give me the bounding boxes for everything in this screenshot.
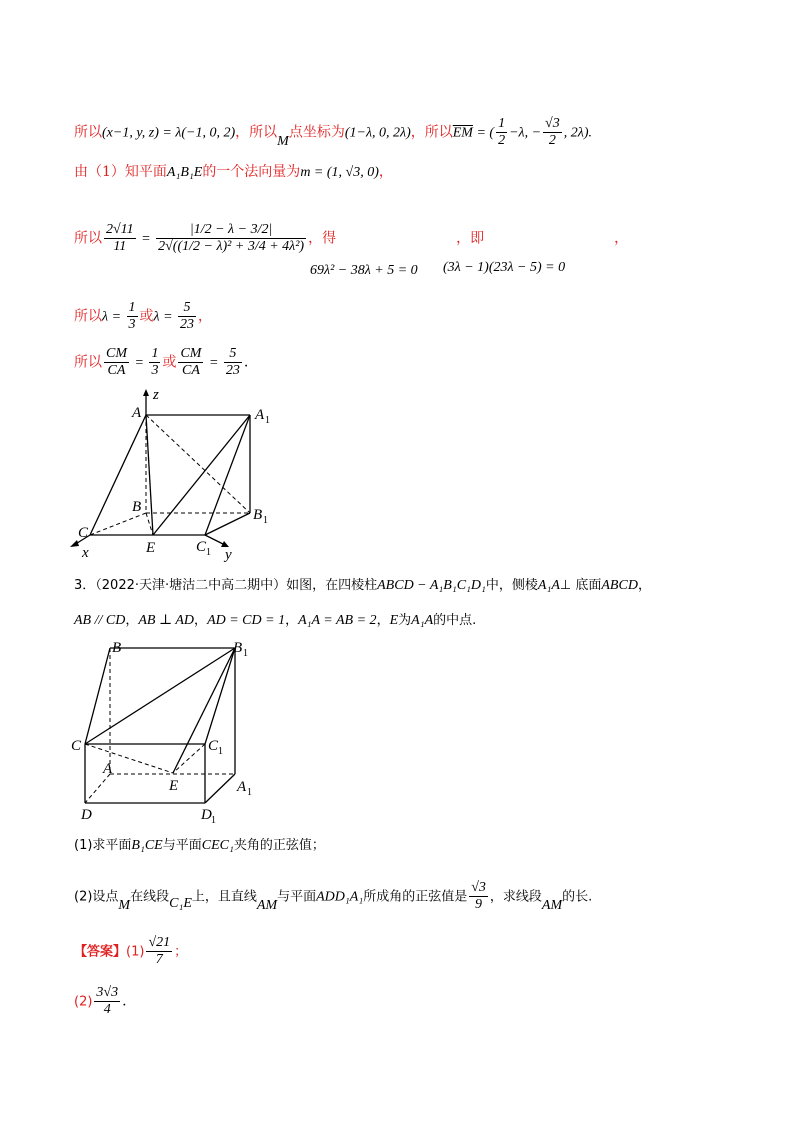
question-1: (1)求平面B₁CE与平面CEC₁夹角的正弦值； — [74, 838, 325, 853]
answer-1: 【答案】(1) $\frac{√21}{7}$ ； — [74, 935, 188, 967]
label-D: D — [81, 807, 92, 823]
axis-y-label: y — [225, 547, 232, 563]
label-B: B — [112, 640, 122, 656]
svg-text:1: 1 — [206, 547, 211, 558]
label-A: A — [103, 761, 113, 777]
label-C: C — [78, 525, 89, 541]
factored-equation: (3λ − 1)(23λ − 5) = 0 — [443, 260, 566, 275]
label-A1: A — [255, 407, 265, 423]
svg-text:1: 1 — [243, 648, 248, 659]
solution-line-3: 所以 $\frac{2√11}{11}$ = $\frac{|1/2 - \lambda - 3/2|}{\text{2√((1/2 − λ)² + 3/4 + 4λ²)}}$ ，得 ，即 ， — [74, 222, 629, 254]
svg-text:1: 1 — [211, 815, 216, 826]
label-C: C — [71, 738, 82, 754]
solution-line-2: 由（1）知平面A₁B₁E的一个法向量为m = (1, √3, 0)， — [74, 164, 393, 180]
label-A: A — [132, 405, 142, 421]
problem-3-line-1: 3．（2022·天津·塘沽二中高二期中）如图，在四棱柱ABCD − A₁B₁C₁D₁中，侧棱A₁A⊥ 底面ABCD， — [74, 578, 651, 593]
axis-x-label: x — [82, 545, 89, 561]
label-E: E — [169, 778, 179, 794]
answer-2: (2) $\frac{3√3}{4}$ . — [74, 985, 127, 1017]
label-E: E — [146, 540, 156, 556]
math-vector-equation: (x−1, y, z) = λ(−1, 0, 2) — [102, 125, 236, 141]
question-2: (2)设点M在线段C₁E上，且直线AM与平面ADD₁A₁所成角的正弦值是 $\frac{√3}{9}$ ，求线段AM的长. — [74, 880, 593, 913]
solution-line-4: 所以λ = $\frac{1}{3}$ 或λ = $\frac{5}{23}$ ， — [74, 300, 213, 332]
svg-text:1: 1 — [247, 787, 252, 798]
figure-prism-abcd — [65, 636, 265, 826]
label-A1: A — [237, 779, 247, 795]
figure-coordinate-prism — [60, 385, 290, 565]
svg-text:1: 1 — [265, 415, 270, 426]
axis-z-label: z — [153, 387, 159, 403]
solution-line-1: 所以(x−1, y, z) = λ(−1, 0, 2)，所以M点坐标为(1−λ, 0, 2λ)，所以$\overline{EM}$ = ( $\frac{1}{2}$ −λ, − $\frac{√3}{2}$ , 2λ). — [74, 116, 592, 149]
svg-text:1: 1 — [218, 746, 223, 757]
label-D1: D — [201, 807, 212, 823]
label-B1: B — [253, 507, 263, 523]
label-C1: C — [196, 539, 207, 555]
label-C1: C — [208, 738, 219, 754]
svg-text:1: 1 — [263, 515, 268, 526]
label-B: B — [132, 499, 142, 515]
label-B1: B — [233, 640, 243, 656]
quadratic-equation: 69λ² − 38λ + 5 = 0 — [310, 263, 418, 278]
solution-line-5: 所以 $\frac{CM}{CA}$ = $\frac{1}{3}$ 或 $\frac{CM}{CA}$ = $\frac{5}{23}$ . — [74, 346, 249, 378]
problem-3-line-2: AB // CD，AB ⊥ AD，AD = CD = 1，A₁A = AB = 2，E为A₁A的中点. — [74, 613, 477, 628]
